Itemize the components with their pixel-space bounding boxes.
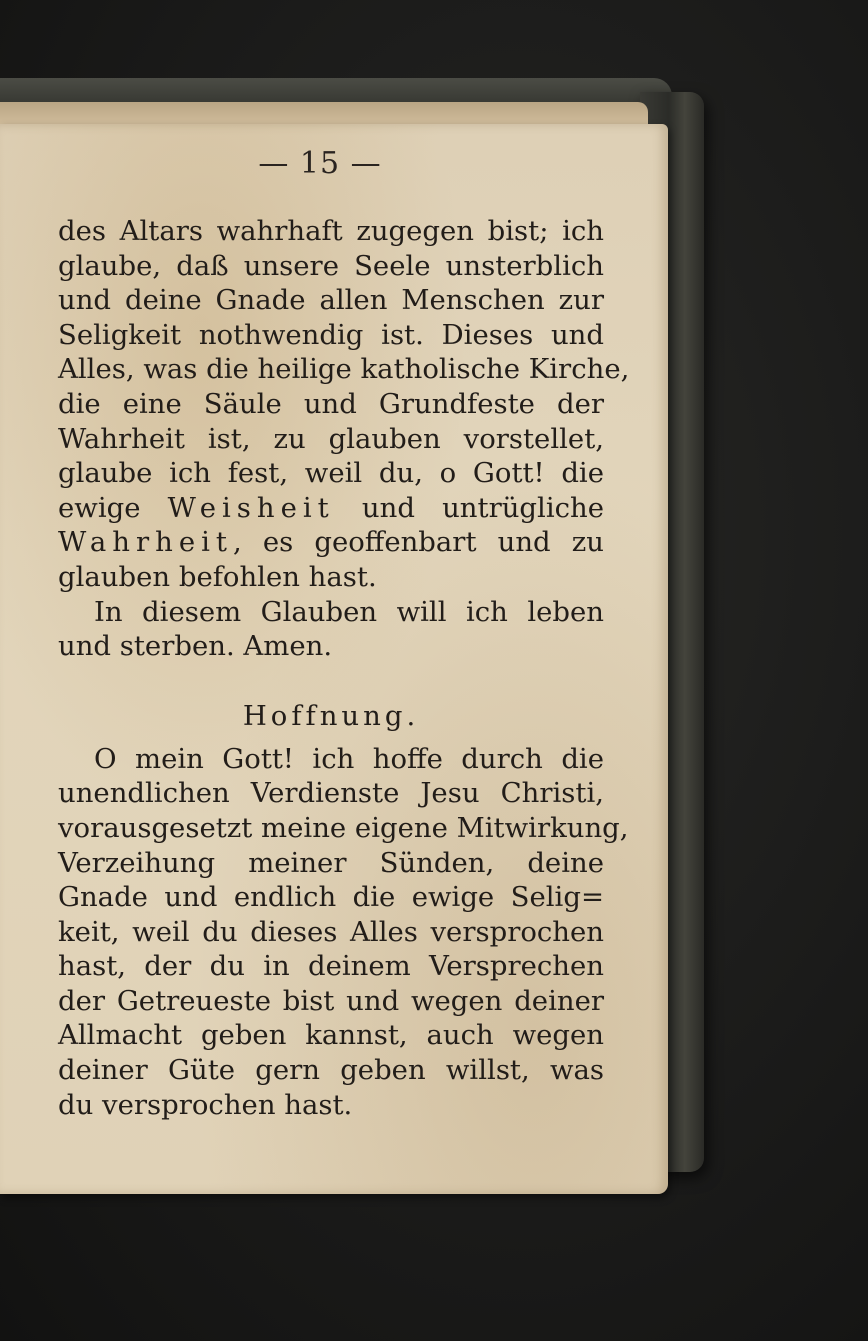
text-fragment: , es geoffenbart und zu bbox=[232, 526, 604, 559]
text-line: glaube, daß unsere Seele unsterblich bbox=[58, 249, 604, 282]
text-line: hast, der du in deinem Versprechen bbox=[58, 950, 604, 983]
text-line: keit, weil du dieses Alles versprochen bbox=[58, 915, 604, 948]
emphasized-word: Wahrheit bbox=[58, 526, 233, 559]
text-line bbox=[58, 525, 604, 560]
emphasized-word: Weisheit bbox=[167, 491, 335, 524]
text-line: Alles, was die heilige katholische Kirche, bbox=[58, 353, 630, 386]
text-line: Seligkeit nothwendig ist. Dieses und bbox=[58, 318, 604, 351]
text-line: der Getreueste bist und wegen deiner bbox=[58, 984, 604, 1017]
text-line: Wahrheit ist, zu glauben vorstellet, bbox=[58, 422, 604, 455]
text-line: du versprochen hast. bbox=[58, 1088, 353, 1121]
book-page bbox=[0, 124, 668, 1194]
text-line: vorausgesetzt meine eigene Mitwirkung, bbox=[58, 811, 629, 844]
text-line: unendlichen Verdienste Jesu Christi, bbox=[58, 777, 604, 810]
text-line: Gnade und endlich die ewige Selig= bbox=[58, 881, 604, 914]
text-line: glaube ich fest, weil du, o Gott! die bbox=[58, 457, 604, 490]
text-line: glauben befohlen hast. bbox=[58, 560, 377, 593]
text-fragment: ewige bbox=[58, 491, 168, 524]
text-line: Allmacht geben kannst, auch wegen bbox=[58, 1019, 604, 1052]
text-line: deiner Güte gern geben willst, was bbox=[58, 1054, 604, 1087]
text-line: In diesem Glauben will ich leben bbox=[94, 595, 604, 628]
text-line: des Altars wahrhaft zugegen bist; ich bbox=[58, 215, 604, 247]
text-line: und deine Gnade allen Menschen zur bbox=[58, 284, 604, 317]
section-heading: Hoffnung. bbox=[242, 699, 420, 732]
text-line: und sterben. Amen. bbox=[58, 630, 333, 663]
text-line: O mein Gott! ich hoffe durch die bbox=[94, 742, 604, 775]
page-number: — 15 — bbox=[258, 146, 382, 181]
text-line: die eine Säule und Grundfeste der bbox=[58, 387, 604, 420]
text-line bbox=[58, 491, 604, 526]
text-line: Verzeihung meiner Sünden, deine bbox=[58, 846, 604, 879]
text-fragment: und untrügliche bbox=[334, 491, 605, 524]
page-text bbox=[58, 214, 630, 1122]
